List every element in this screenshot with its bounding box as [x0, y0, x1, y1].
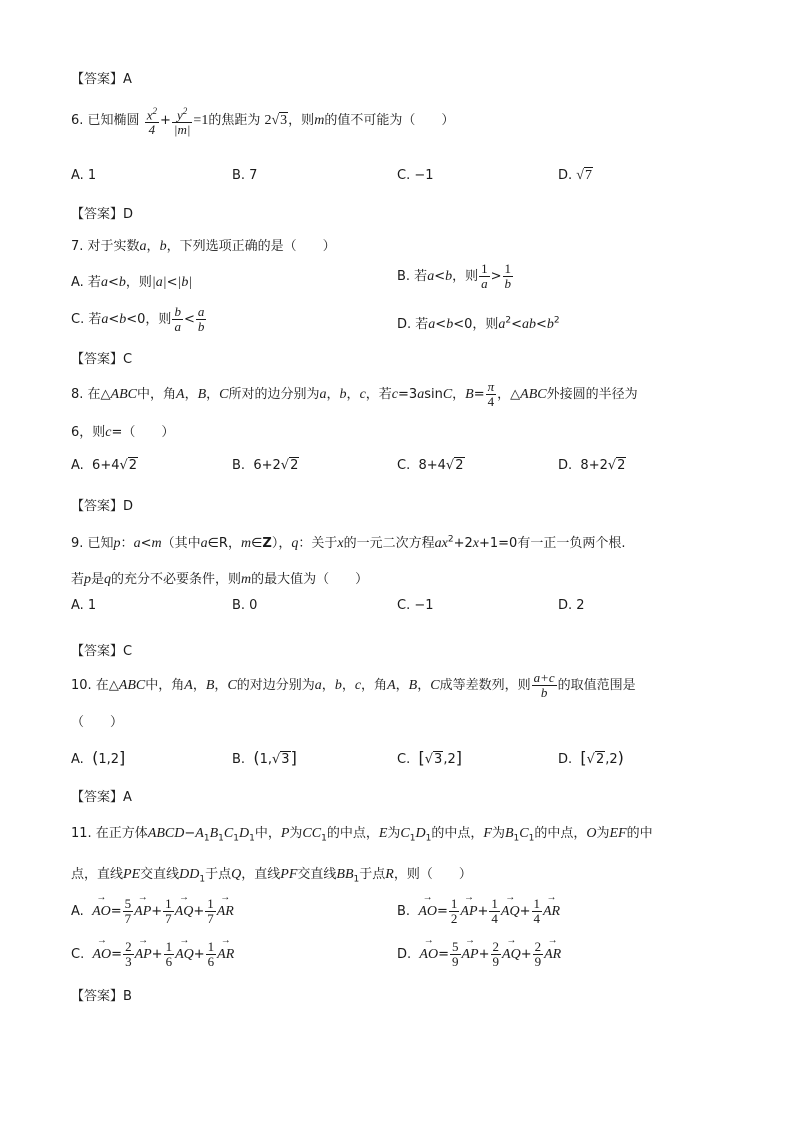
q7-option-b: B. 若a<b，则 $\frac{1}{a}$ > $\frac{1}{b}$ [397, 261, 512, 291]
question-6: 6. 已知椭圆 $\frac{x^2}{4}$ + $\frac{y^2}{|m|}$ =1的焦距为 2√3，则m的值不可能为（ ） [71, 106, 455, 138]
q7-option-d: D. 若a<b<0，则$a^2<ab<b^2$ [397, 315, 560, 332]
answer-9: 【答案】C [71, 644, 133, 659]
q9-option-c: C. −1 [397, 598, 434, 613]
q8-option-b: B. 6+2√2 [232, 458, 299, 473]
question-7: 7. 对于实数a，b，下列选项正确的是（ ） [71, 239, 336, 254]
q9-option-d: D. 2 [558, 598, 585, 613]
question-8-line-2: 6，则c=（ ） [71, 425, 175, 440]
q7-option-a: A. 若a<b，则|a|<|b| [71, 275, 193, 290]
question-9-line-1: 9. 已知p：a<m（其中a∈R，m∈Z），q：关于x的一元二次方程$ax^2+2x+1=0$有一正一负两个根. [71, 534, 626, 551]
q11-option-a: A. → AO= $\frac{5}{7}$ → AP+ $\frac{1}{7}$ → AQ+ $\frac{1}{7}$ → AR [71, 897, 234, 926]
question-9-line-2: 若p是q的充分不必要条件，则m的最大值为（ ） [71, 572, 369, 587]
q9-option-a: A. 1 [71, 598, 97, 613]
question-11-line-2: 点，直线PE交直线$DD_1$于点Q，直线PF交直线$BB_1$于点R，则（ ） [71, 867, 472, 885]
q10-option-d: D. [√2,2) [558, 748, 624, 767]
q8-option-a: A. 6+4√2 [71, 458, 138, 473]
q11-option-d: D. → AO= $\frac{5}{9}$ → AP+ $\frac{2}{9}$ → AQ+ $\frac{2}{9}$ → AR [397, 940, 561, 969]
answer-5: 【答案】A [71, 72, 132, 87]
q8-option-c: C. 8+4√2 [397, 458, 464, 473]
q6-option-d: D. √7 [558, 168, 592, 183]
q7-option-c: C. 若a<b<0，则 $\frac{b}{a}$ < $\frac{a}{b}$ [71, 304, 205, 334]
question-11-line-1: 11. 在正方体$ABCD-A_1B_1C_1D_1$中，P为$CC_1$的中点，E为$C_1D_1$的中点，F为$B_1C_1$的中点，O为EF的中 [71, 826, 653, 844]
answer-6: 【答案】D [71, 207, 134, 222]
question-10-line-2: （ ） [71, 715, 124, 730]
answer-11: 【答案】B [71, 989, 132, 1004]
q8-option-d: D. 8+2√2 [558, 458, 626, 473]
answer-7: 【答案】C [71, 352, 133, 367]
question-8-line-1: 8. 在△ABC中，角A，B，C所对的边分别为a，b，c，若c=3asinC，B= $\frac{\pi}{4}$ ，△ABC外接圆的半径为 [71, 379, 638, 409]
q6-option-b: B. 7 [232, 168, 258, 183]
q6-option-c: C. −1 [397, 168, 434, 183]
q11-option-b: B. → AO= $\frac{1}{2}$ → AP+ $\frac{1}{4}$ → AQ+ $\frac{1}{4}$ → AR [397, 897, 560, 926]
question-10-line-1: 10. 在△ABC中，角A，B，C的对边分别为a，b，c，角A，B，C成等差数列，则 $\frac{a+c}{b}$ 的取值范围是 [71, 670, 636, 700]
q10-option-c: C. [√3,2] [397, 748, 462, 767]
q9-option-b: B. 0 [232, 598, 258, 613]
answer-10: 【答案】A [71, 790, 132, 805]
q10-option-b: B. (1,√3] [232, 748, 297, 767]
q10-option-a: A. (1,2] [71, 748, 126, 767]
q11-option-c: C. → AO= $\frac{2}{3}$ → AP+ $\frac{1}{6}$ → AQ+ $\frac{1}{6}$ → AR [71, 940, 234, 969]
answer-8: 【答案】D [71, 499, 134, 514]
q6-option-a: A. 1 [71, 168, 97, 183]
